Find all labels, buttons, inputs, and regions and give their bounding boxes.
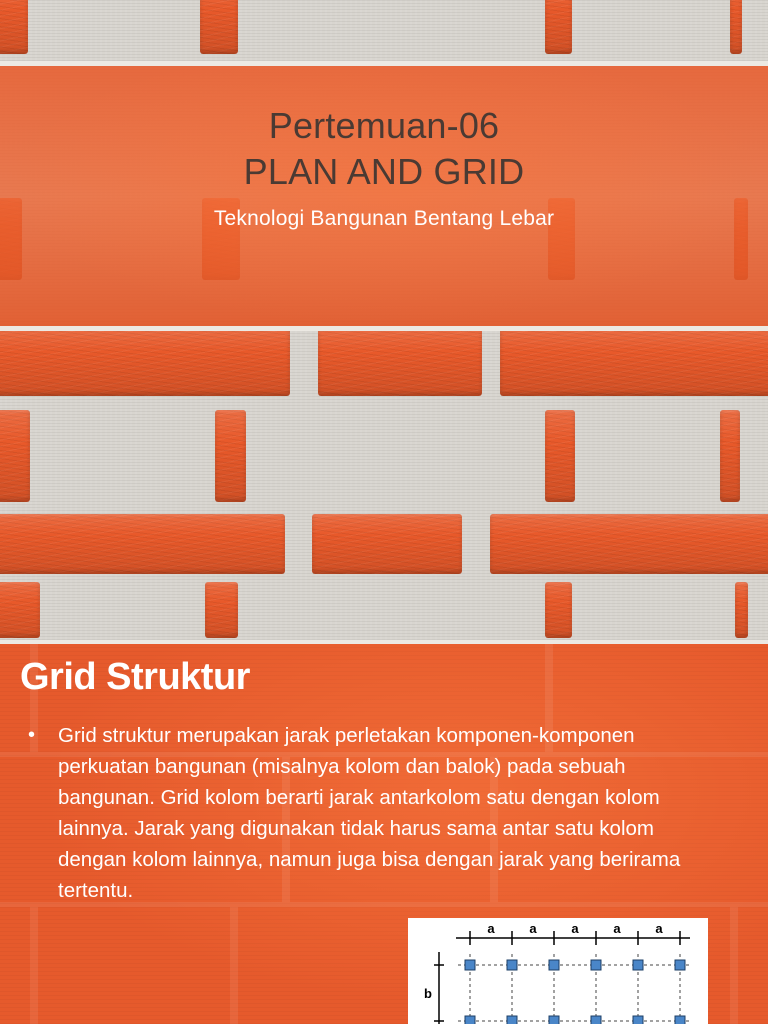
column-square <box>675 1016 685 1024</box>
column-square <box>675 960 685 970</box>
grid-columns <box>465 960 685 1024</box>
brick <box>215 410 246 502</box>
mortar-line <box>230 907 238 1024</box>
mortar-line <box>730 907 738 1024</box>
dimension-label-a: a <box>613 921 621 936</box>
title-banner <box>0 66 768 326</box>
grid-diagram <box>408 918 708 1024</box>
column-square <box>465 1016 475 1024</box>
dimension-labels <box>487 921 663 936</box>
column-square <box>633 960 643 970</box>
brick <box>318 328 482 396</box>
brick <box>312 514 462 574</box>
column-square <box>549 960 559 970</box>
column-square <box>591 960 601 970</box>
brick <box>0 0 28 54</box>
column-square <box>591 1016 601 1024</box>
bullet-icon: • <box>28 724 36 746</box>
brick <box>490 514 768 574</box>
brick <box>200 0 238 54</box>
brick <box>545 0 572 54</box>
grid-lines <box>458 954 692 1024</box>
column-square <box>507 960 517 970</box>
column-square <box>633 1016 643 1024</box>
brick <box>720 410 740 502</box>
slide-title-line-1: Pertemuan-06 <box>268 105 500 146</box>
brick <box>545 582 572 638</box>
grid-diagram-svg <box>408 918 708 1024</box>
brick <box>500 328 768 396</box>
slide-title-line-2: PLAN AND GRID <box>243 151 525 192</box>
brick <box>0 328 290 396</box>
slide-divider <box>0 640 768 644</box>
slide-2[interactable] <box>0 640 768 1024</box>
bullet-text: Grid struktur merupakan jarak perletakan komponen-komponen perkuatan bangunan (misalnya kolom dan balok) pada sebuah bangunan. Grid kolom berarti jarak antarkolom satu dengan kolom lainnya. Jarak yang digunakan tidak harus sama antar satu kolom dengan kolom lainnya, namun juga bisa dengan jarak yang berirama tertentu. <box>58 724 681 902</box>
side-label-b: b <box>424 986 432 1001</box>
brick <box>0 514 285 574</box>
column-square <box>465 960 475 970</box>
brick <box>545 410 575 502</box>
mortar-line <box>30 907 38 1024</box>
bullet-list <box>28 720 728 906</box>
dimension-label-a: a <box>487 921 495 936</box>
dimension-label-a: a <box>571 921 579 936</box>
brick <box>205 582 238 638</box>
brick <box>730 0 742 54</box>
column-square <box>507 1016 517 1024</box>
dimension-label-a: a <box>529 921 537 936</box>
brick <box>735 582 748 638</box>
dimension-label-a: a <box>655 921 663 936</box>
column-square <box>549 1016 559 1024</box>
slide-subtitle: Teknologi Bangunan Bentang Lebar <box>213 207 555 230</box>
brick <box>0 582 40 638</box>
brick <box>0 410 30 502</box>
slide-heading: Grid Struktur <box>20 656 250 698</box>
